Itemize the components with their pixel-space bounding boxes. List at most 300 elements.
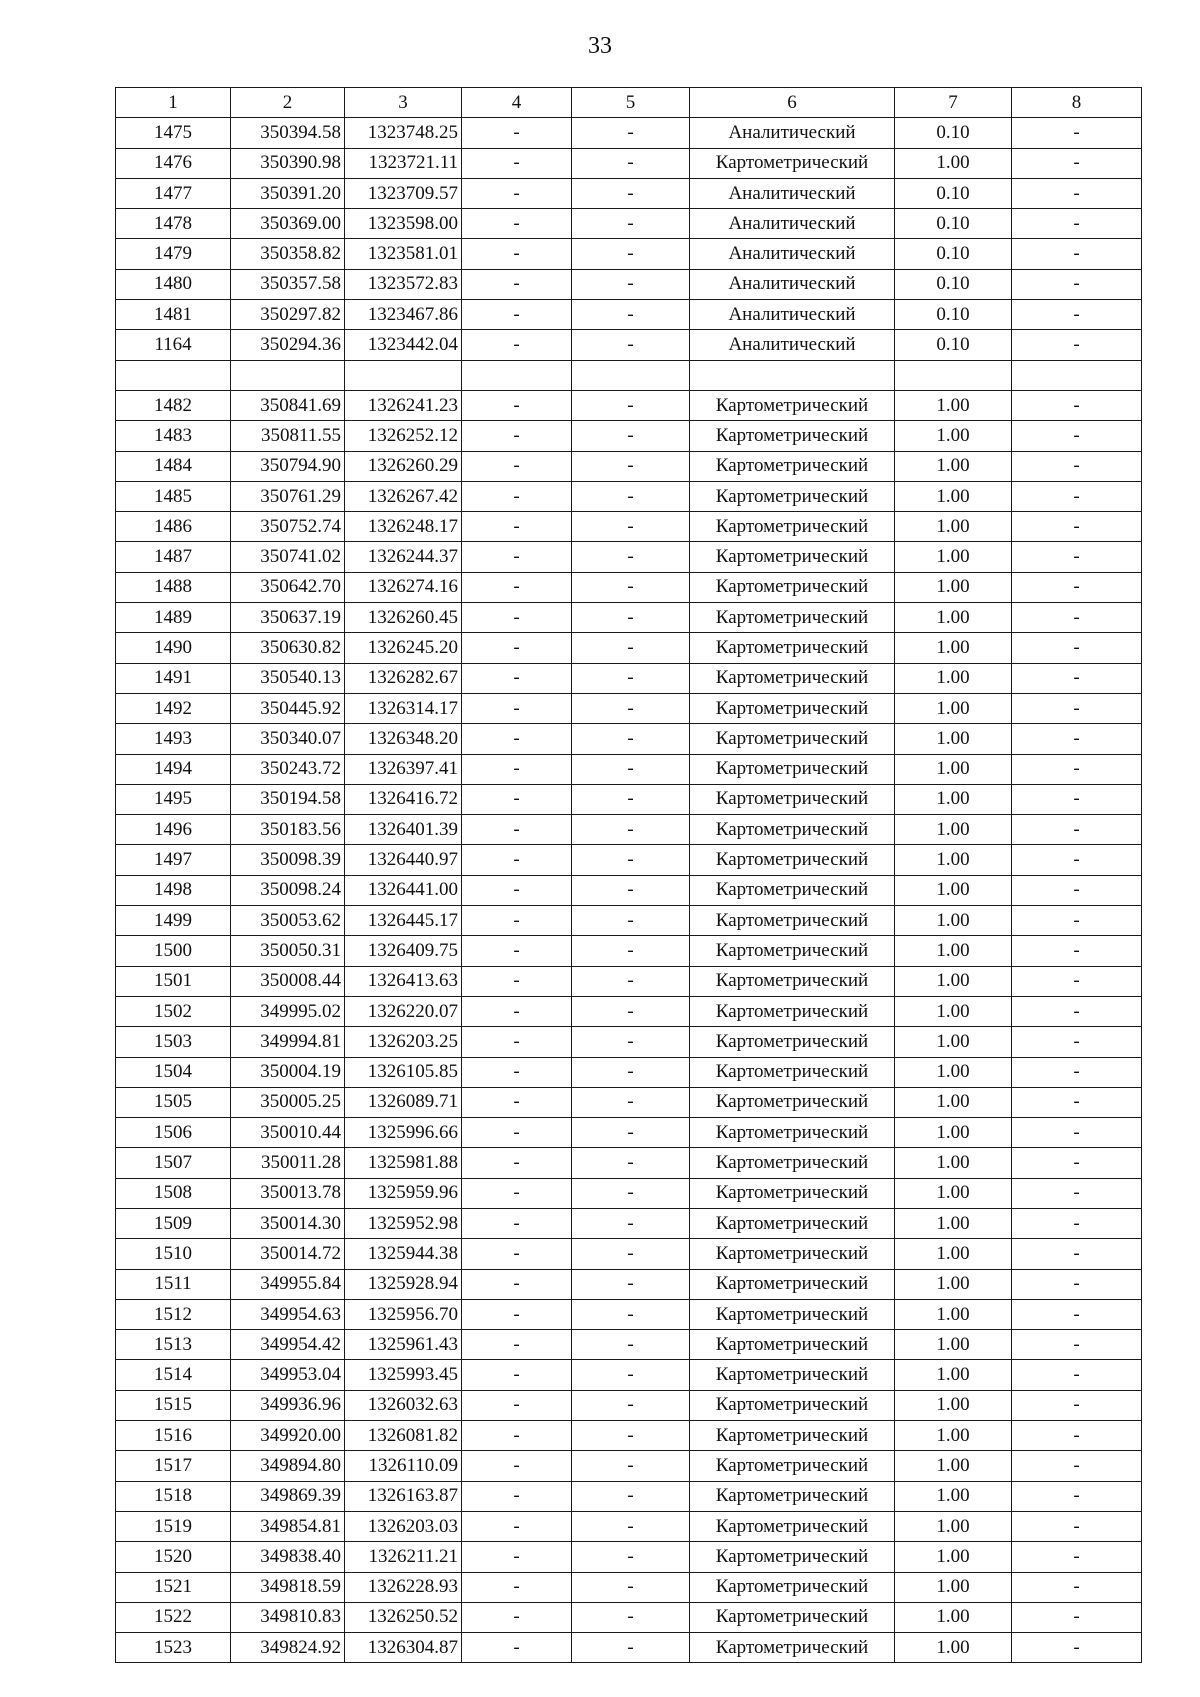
cell-accuracy: 0.10 [895,269,1012,299]
cell-point-number [116,360,231,390]
cell-accuracy: 1.00 [895,572,1012,602]
cell-column-5: - [572,178,690,208]
cell-y-coordinate: 1326105.85 [345,1057,462,1087]
cell-accuracy: 1.00 [895,1148,1012,1178]
cell-method: Картометрический [690,572,895,602]
cell-accuracy: 0.10 [895,239,1012,269]
cell-y-coordinate: 1326416.72 [345,784,462,814]
cell-accuracy: 1.00 [895,1118,1012,1148]
cell-x-coordinate: 350391.20 [231,178,345,208]
cell-column-8: - [1012,633,1142,663]
cell-column-5: - [572,1633,690,1663]
cell-column-5: - [572,1118,690,1148]
cell-y-coordinate [345,360,462,390]
cell-x-coordinate: 349994.81 [231,1027,345,1057]
cell-accuracy: 1.00 [895,481,1012,511]
cell-column-8: - [1012,1421,1142,1451]
cell-accuracy: 0.10 [895,300,1012,330]
table-row [116,1542,1142,1572]
cell-y-coordinate: 1326267.42 [345,481,462,511]
cell-column-5: - [572,1602,690,1632]
cell-method: Картометрический [690,936,895,966]
cell-point-number: 1481 [116,300,231,330]
cell-accuracy: 1.00 [895,1330,1012,1360]
cell-column-5: - [572,209,690,239]
table-row [116,1481,1142,1511]
table-row [116,572,1142,602]
cell-accuracy: 1.00 [895,815,1012,845]
cell-accuracy: 1.00 [895,633,1012,663]
cell-column-5: - [572,512,690,542]
cell-x-coordinate: 350297.82 [231,300,345,330]
cell-point-number: 1476 [116,148,231,178]
cell-point-number: 1486 [116,512,231,542]
cell-accuracy: 1.00 [895,1299,1012,1329]
cell-accuracy: 1.00 [895,1542,1012,1572]
cell-x-coordinate: 350011.28 [231,1148,345,1178]
cell-x-coordinate: 350752.74 [231,512,345,542]
cell-accuracy: 1.00 [895,724,1012,754]
cell-column-4: - [462,1390,572,1420]
cell-accuracy: 1.00 [895,1390,1012,1420]
table-row [116,784,1142,814]
cell-column-8: - [1012,1118,1142,1148]
table-row [116,693,1142,723]
cell-x-coordinate: 349810.83 [231,1602,345,1632]
cell-column-5: - [572,542,690,572]
cell-column-8: - [1012,663,1142,693]
cell-point-number: 1479 [116,239,231,269]
cell-x-coordinate: 350014.30 [231,1208,345,1238]
cell-method: Картометрический [690,1390,895,1420]
cell-accuracy: 1.00 [895,1572,1012,1602]
table-row [116,1087,1142,1117]
cell-y-coordinate: 1326089.71 [345,1087,462,1117]
cell-point-number: 1503 [116,1027,231,1057]
table-row [116,421,1142,451]
table-row [116,996,1142,1026]
cell-y-coordinate: 1326220.07 [345,996,462,1026]
cell-point-number: 1520 [116,1542,231,1572]
cell-method: Картометрический [690,693,895,723]
cell-point-number: 1519 [116,1511,231,1541]
cell-method: Картометрический [690,1511,895,1541]
cell-column-5: - [572,663,690,693]
cell-column-5: - [572,1542,690,1572]
table-row [116,148,1142,178]
cell-method: Картометрический [690,451,895,481]
cell-x-coordinate [231,360,345,390]
cell-accuracy: 1.00 [895,1481,1012,1511]
table-row [116,1633,1142,1663]
cell-point-number: 1513 [116,1330,231,1360]
cell-column-5: - [572,1208,690,1238]
cell-column-4: - [462,1542,572,1572]
cell-x-coordinate: 350741.02 [231,542,345,572]
cell-column-5: - [572,1360,690,1390]
cell-y-coordinate: 1326441.00 [345,875,462,905]
cell-column-8: - [1012,1269,1142,1299]
cell-method: Картометрический [690,1269,895,1299]
table-row [116,178,1142,208]
cell-point-number: 1494 [116,754,231,784]
cell-x-coordinate: 349954.42 [231,1330,345,1360]
header-row [116,88,1142,118]
cell-x-coordinate: 350014.72 [231,1239,345,1269]
cell-point-number: 1483 [116,421,231,451]
cell-column-8: - [1012,1451,1142,1481]
cell-accuracy: 1.00 [895,1421,1012,1451]
cell-column-8: - [1012,784,1142,814]
cell-y-coordinate: 1326110.09 [345,1451,462,1481]
cell-y-coordinate: 1323442.04 [345,330,462,360]
cell-column-5: - [572,996,690,1026]
cell-method: Картометрический [690,1572,895,1602]
cell-column-4: - [462,1451,572,1481]
cell-column-4: - [462,209,572,239]
cell-y-coordinate: 1323709.57 [345,178,462,208]
cell-column-8: - [1012,239,1142,269]
cell-point-number: 1515 [116,1390,231,1420]
table-row [116,1330,1142,1360]
cell-column-4: - [462,451,572,481]
cell-accuracy: 1.00 [895,1602,1012,1632]
cell-column-4: - [462,300,572,330]
table-row [116,1148,1142,1178]
cell-column-4: - [462,936,572,966]
cell-x-coordinate: 350053.62 [231,906,345,936]
cell-method: Картометрический [690,1421,895,1451]
cell-column-5: - [572,633,690,663]
cell-x-coordinate: 349869.39 [231,1481,345,1511]
cell-point-number: 1495 [116,784,231,814]
cell-column-5: - [572,784,690,814]
table-row [116,542,1142,572]
cell-method: Картометрический [690,512,895,542]
cell-column-5 [572,360,690,390]
cell-x-coordinate: 350013.78 [231,1178,345,1208]
cell-y-coordinate: 1326228.93 [345,1572,462,1602]
cell-column-8: - [1012,1390,1142,1420]
cell-column-5: - [572,936,690,966]
table-row [116,603,1142,633]
cell-column-4: - [462,572,572,602]
table-row [116,633,1142,663]
cell-y-coordinate: 1326401.39 [345,815,462,845]
cell-method: Картометрический [690,148,895,178]
cell-y-coordinate: 1325952.98 [345,1208,462,1238]
cell-accuracy: 1.00 [895,693,1012,723]
cell-method: Картометрический [690,663,895,693]
cell-column-5: - [572,300,690,330]
cell-column-8 [1012,360,1142,390]
cell-column-4: - [462,1421,572,1451]
cell-method: Картометрический [690,1057,895,1087]
cell-y-coordinate: 1325956.70 [345,1299,462,1329]
cell-column-5: - [572,1299,690,1329]
cell-accuracy: 1.00 [895,1451,1012,1481]
table-row [116,118,1142,148]
cell-column-8: - [1012,603,1142,633]
cell-accuracy: 1.00 [895,1208,1012,1238]
cell-point-number: 1493 [116,724,231,754]
separator-row [116,360,1142,390]
cell-x-coordinate: 349920.00 [231,1421,345,1451]
cell-column-4: - [462,1027,572,1057]
cell-accuracy: 1.00 [895,1239,1012,1269]
cell-column-4: - [462,724,572,754]
cell-x-coordinate: 350098.39 [231,845,345,875]
cell-column-8: - [1012,1481,1142,1511]
cell-point-number: 1502 [116,996,231,1026]
cell-column-8: - [1012,693,1142,723]
cell-column-8: - [1012,178,1142,208]
cell-column-4: - [462,663,572,693]
cell-column-5: - [572,1057,690,1087]
cell-y-coordinate: 1326409.75 [345,936,462,966]
column-header-1: 1 [116,88,231,118]
cell-column-8: - [1012,1178,1142,1208]
cell-point-number: 1487 [116,542,231,572]
cell-column-8: - [1012,1027,1142,1057]
cell-column-4: - [462,512,572,542]
cell-point-number: 1518 [116,1481,231,1511]
cell-point-number: 1522 [116,1602,231,1632]
cell-point-number: 1497 [116,845,231,875]
cell-accuracy: 1.00 [895,1178,1012,1208]
cell-column-4 [462,360,572,390]
cell-y-coordinate: 1326413.63 [345,966,462,996]
cell-method: Картометрический [690,542,895,572]
cell-method: Картометрический [690,815,895,845]
table-row [116,481,1142,511]
cell-column-8: - [1012,724,1142,754]
cell-point-number: 1492 [116,693,231,723]
cell-x-coordinate: 350540.13 [231,663,345,693]
coordinates-table [115,87,1142,1663]
cell-y-coordinate: 1323572.83 [345,269,462,299]
table-row [116,1057,1142,1087]
cell-point-number: 1485 [116,481,231,511]
table-row [116,754,1142,784]
cell-column-8: - [1012,906,1142,936]
cell-point-number: 1512 [116,1299,231,1329]
cell-accuracy: 1.00 [895,1511,1012,1541]
table-row [116,209,1142,239]
cell-column-8: - [1012,512,1142,542]
cell-point-number: 1489 [116,603,231,633]
cell-column-5: - [572,390,690,420]
cell-x-coordinate: 350358.82 [231,239,345,269]
cell-method: Аналитический [690,330,895,360]
cell-column-5: - [572,845,690,875]
cell-column-5: - [572,875,690,905]
table-row [116,1178,1142,1208]
cell-method: Картометрический [690,1208,895,1238]
cell-y-coordinate: 1326260.29 [345,451,462,481]
cell-column-8: - [1012,572,1142,602]
cell-column-4: - [462,1511,572,1541]
cell-point-number: 1511 [116,1269,231,1299]
cell-y-coordinate: 1325959.96 [345,1178,462,1208]
cell-method: Аналитический [690,209,895,239]
cell-column-5: - [572,754,690,784]
cell-column-8: - [1012,542,1142,572]
cell-column-8: - [1012,300,1142,330]
cell-x-coordinate: 350445.92 [231,693,345,723]
cell-column-5: - [572,1390,690,1420]
cell-accuracy: 1.00 [895,542,1012,572]
table-row [116,936,1142,966]
cell-method: Картометрический [690,784,895,814]
cell-column-8: - [1012,1572,1142,1602]
table-row [116,845,1142,875]
table-row [116,239,1142,269]
cell-y-coordinate: 1326250.52 [345,1602,462,1632]
table-row [116,1299,1142,1329]
cell-point-number: 1490 [116,633,231,663]
cell-column-8: - [1012,1360,1142,1390]
cell-y-coordinate: 1323598.00 [345,209,462,239]
cell-method: Картометрический [690,1633,895,1663]
cell-point-number: 1507 [116,1148,231,1178]
cell-y-coordinate: 1323748.25 [345,118,462,148]
cell-column-4: - [462,1178,572,1208]
table-row [116,269,1142,299]
cell-column-8: - [1012,966,1142,996]
cell-point-number: 1509 [116,1208,231,1238]
cell-point-number: 1501 [116,966,231,996]
cell-y-coordinate: 1326241.23 [345,390,462,420]
cell-column-4: - [462,1148,572,1178]
cell-accuracy: 1.00 [895,906,1012,936]
cell-y-coordinate: 1325981.88 [345,1148,462,1178]
cell-column-8: - [1012,815,1142,845]
cell-y-coordinate: 1323581.01 [345,239,462,269]
cell-column-4: - [462,754,572,784]
cell-column-4: - [462,693,572,723]
cell-method: Аналитический [690,269,895,299]
cell-column-5: - [572,1027,690,1057]
cell-column-4: - [462,390,572,420]
cell-y-coordinate: 1326252.12 [345,421,462,451]
cell-column-4: - [462,784,572,814]
cell-column-5: - [572,481,690,511]
page-number: 33 [588,33,612,59]
cell-accuracy: 1.00 [895,936,1012,966]
cell-y-coordinate: 1326397.41 [345,754,462,784]
cell-method: Картометрический [690,481,895,511]
column-header-3: 3 [345,88,462,118]
table-row [116,512,1142,542]
cell-column-5: - [572,966,690,996]
cell-column-8: - [1012,936,1142,966]
cell-point-number: 1505 [116,1087,231,1117]
cell-x-coordinate: 350005.25 [231,1087,345,1117]
cell-column-5: - [572,603,690,633]
table-row [116,1269,1142,1299]
cell-column-4: - [462,118,572,148]
cell-method: Картометрический [690,1178,895,1208]
cell-x-coordinate: 350098.24 [231,875,345,905]
cell-y-coordinate: 1326163.87 [345,1481,462,1511]
cell-method: Картометрический [690,1087,895,1117]
cell-accuracy: 1.00 [895,996,1012,1026]
cell-y-coordinate: 1326211.21 [345,1542,462,1572]
cell-x-coordinate: 349936.96 [231,1390,345,1420]
cell-x-coordinate: 350761.29 [231,481,345,511]
cell-accuracy: 0.10 [895,209,1012,239]
cell-method: Картометрический [690,754,895,784]
cell-accuracy: 0.10 [895,330,1012,360]
cell-column-8: - [1012,1208,1142,1238]
table-row [116,300,1142,330]
cell-accuracy: 1.00 [895,1057,1012,1087]
cell-method: Картометрический [690,875,895,905]
cell-y-coordinate: 1326314.17 [345,693,462,723]
cell-x-coordinate: 350811.55 [231,421,345,451]
cell-method: Картометрический [690,1360,895,1390]
cell-method: Аналитический [690,239,895,269]
table-row [116,1511,1142,1541]
cell-method: Картометрический [690,1027,895,1057]
cell-column-5: - [572,1087,690,1117]
cell-point-number: 1499 [116,906,231,936]
cell-column-8: - [1012,421,1142,451]
cell-column-5: - [572,1511,690,1541]
cell-accuracy: 1.00 [895,784,1012,814]
table-row [116,815,1142,845]
cell-point-number: 1475 [116,118,231,148]
cell-column-4: - [462,906,572,936]
cell-method: Картометрический [690,1148,895,1178]
cell-method: Картометрический [690,603,895,633]
cell-x-coordinate: 350294.36 [231,330,345,360]
cell-column-4: - [462,178,572,208]
table-body [116,118,1142,1663]
table-row [116,1208,1142,1238]
column-header-4: 4 [462,88,572,118]
cell-x-coordinate: 350183.56 [231,815,345,845]
cell-point-number: 1488 [116,572,231,602]
cell-column-5: - [572,1148,690,1178]
cell-point-number: 1496 [116,815,231,845]
column-header-8: 8 [1012,88,1142,118]
cell-column-8: - [1012,330,1142,360]
cell-accuracy: 1.00 [895,512,1012,542]
cell-x-coordinate: 350357.58 [231,269,345,299]
cell-y-coordinate: 1326203.03 [345,1511,462,1541]
cell-method: Картометрический [690,633,895,663]
cell-point-number: 1514 [116,1360,231,1390]
cell-column-5: - [572,1481,690,1511]
cell-column-5: - [572,118,690,148]
cell-column-5: - [572,239,690,269]
table-row [116,875,1142,905]
cell-y-coordinate: 1326260.45 [345,603,462,633]
cell-column-5: - [572,148,690,178]
cell-x-coordinate: 349854.81 [231,1511,345,1541]
cell-x-coordinate: 350004.19 [231,1057,345,1087]
cell-point-number: 1477 [116,178,231,208]
cell-column-5: - [572,724,690,754]
cell-point-number: 1510 [116,1239,231,1269]
cell-column-4: - [462,1633,572,1663]
cell-x-coordinate: 350050.31 [231,936,345,966]
cell-point-number: 1500 [116,936,231,966]
cell-column-8: - [1012,1057,1142,1087]
table-row [116,663,1142,693]
